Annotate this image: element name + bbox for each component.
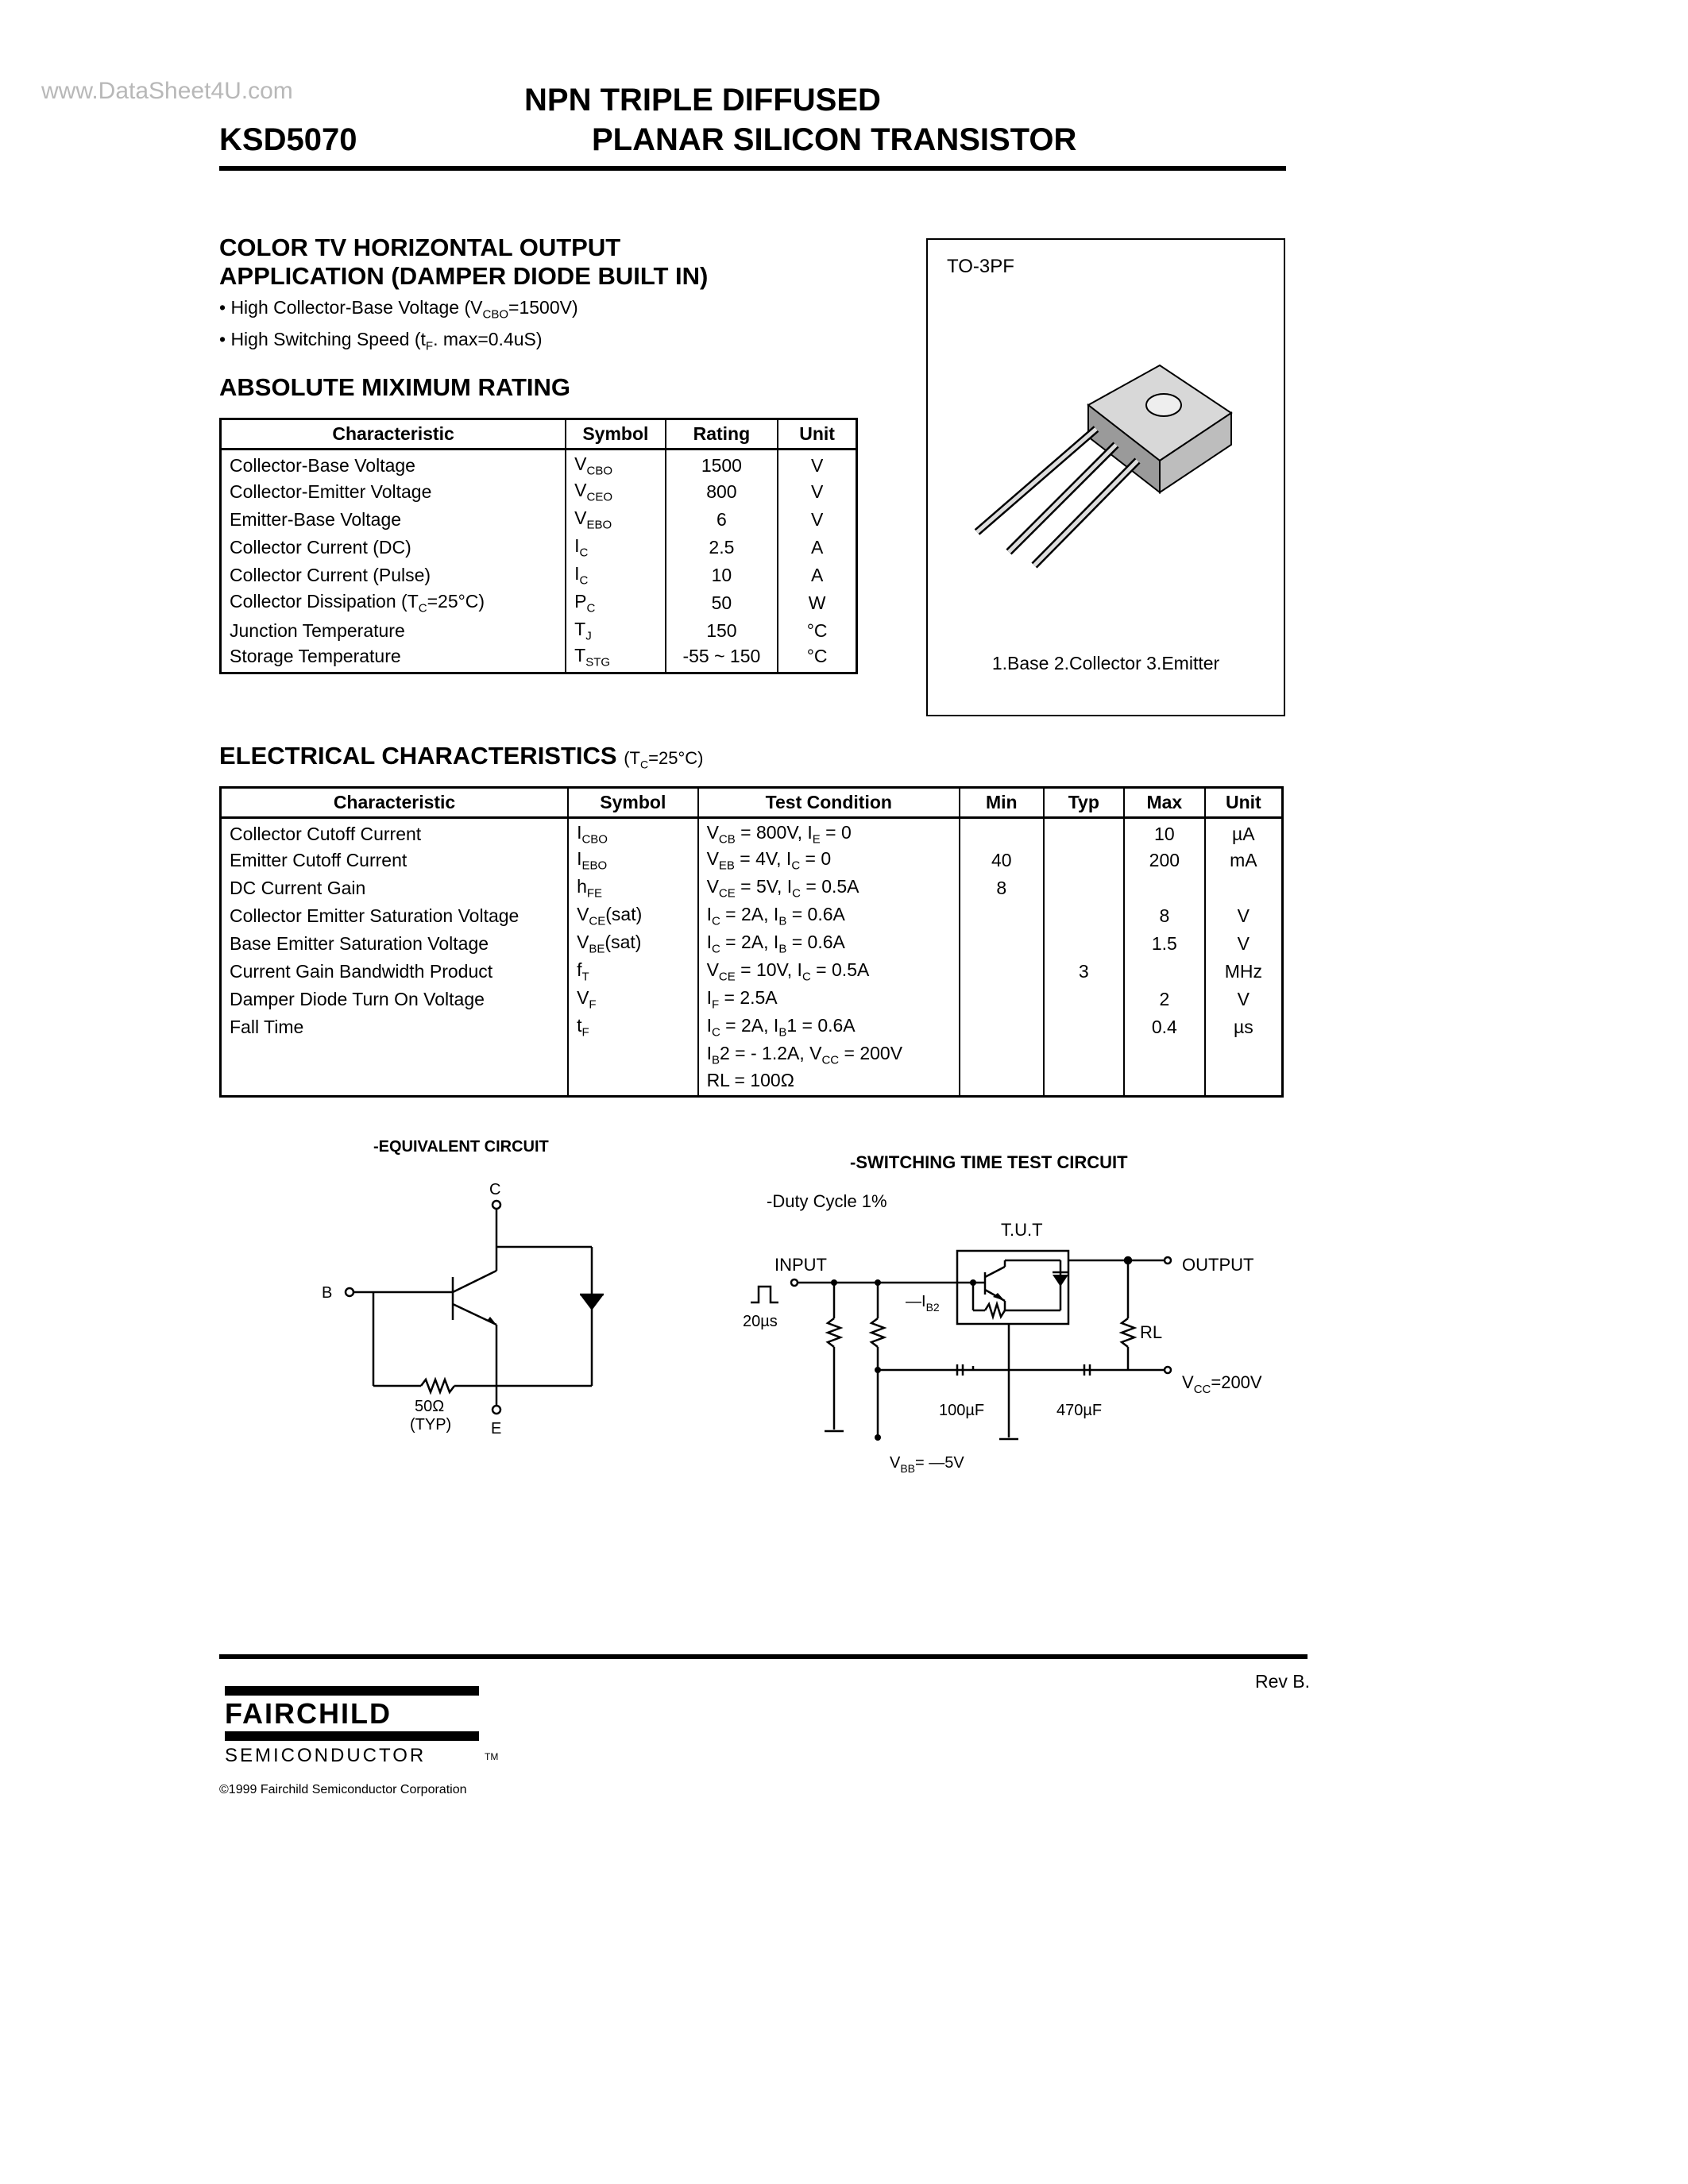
cell-test-condition: $V_{CE} = 10V$, $I_C = 0.5A$ [698, 958, 960, 986]
cell-unit: A [778, 534, 856, 561]
cell-max: 10 [1124, 818, 1205, 847]
cell-characteristic [221, 1041, 569, 1069]
table-row [221, 645, 857, 673]
feature-list [219, 295, 578, 358]
elec-table [219, 786, 1284, 1098]
ib2-label: $—I_{B2}$ [906, 1293, 940, 1314]
col-symbol: Symbol [566, 419, 665, 450]
cell-min [960, 986, 1044, 1013]
output-label: OUTPUT [1182, 1255, 1254, 1275]
cell-unit: V [778, 506, 856, 534]
cell-characteristic: DC Current Gain [221, 874, 569, 902]
col-symbol: Symbol [568, 788, 698, 818]
cell-unit: mA [1205, 847, 1283, 874]
cell-rating: 150 [666, 617, 778, 645]
rl-label: RL [1140, 1322, 1163, 1342]
cell-max: 2 [1124, 986, 1205, 1013]
node-e-label: E [491, 1420, 502, 1437]
cell-unit: V [1205, 902, 1283, 930]
footer-rule [219, 1654, 1308, 1659]
cell-min [960, 1041, 1044, 1069]
cell-characteristic: Collector-Emitter Voltage [221, 478, 566, 506]
revision: Rev B. [1255, 1671, 1311, 1692]
cell-symbol: $P_C$ [566, 589, 665, 617]
cell-min [960, 1069, 1044, 1097]
switching-circuit-diagram [731, 1183, 1335, 1485]
table-row [221, 958, 1283, 986]
cell-characteristic [221, 1069, 569, 1097]
cell-typ [1044, 1069, 1124, 1097]
cell-unit [1205, 1041, 1283, 1069]
cell-max [1124, 1041, 1205, 1069]
col-max: Max [1124, 788, 1205, 818]
cell-unit: A [778, 561, 856, 589]
cell-test-condition: $I_F = 2.5A$ [698, 986, 960, 1013]
equivalent-circuit-title: -EQUIVALENT CIRCUIT [373, 1138, 549, 1156]
cell-typ [1044, 930, 1124, 958]
vbb-label: $V_{BB}=$ —5V [890, 1454, 964, 1475]
cell-test-condition: $I_C = 2A$, $I_B = 0.6A$ [698, 902, 960, 930]
cell-symbol: $I_{CBO}$ [568, 818, 698, 847]
cell-symbol: $V_{BE}(sat)$ [568, 930, 698, 958]
cell-max [1124, 1069, 1205, 1097]
cell-unit: W [778, 589, 856, 617]
cell-typ: 3 [1044, 958, 1124, 986]
tut-label: T.U.T [1001, 1220, 1043, 1240]
cell-characteristic: Fall Time [221, 1013, 569, 1041]
cell-typ [1044, 874, 1124, 902]
cell-typ [1044, 1013, 1124, 1041]
cell-characteristic: Storage Temperature [221, 645, 566, 673]
cell-rating: 6 [666, 506, 778, 534]
col-test-condition: Test Condition [698, 788, 960, 818]
cell-characteristic: Base Emitter Saturation Voltage [221, 930, 569, 958]
cell-rating: 2.5 [666, 534, 778, 561]
logo-wordmark: FAIRCHILD [225, 1697, 392, 1730]
cell-typ [1044, 986, 1124, 1013]
cell-min [960, 958, 1044, 986]
table-row [221, 506, 857, 534]
cell-unit: V [778, 478, 856, 506]
col-unit: Unit [1205, 788, 1283, 818]
feature-item: • High Collector-Base Voltage $(V_{CBO}=1500V)$ [219, 297, 578, 322]
cell-max: 200 [1124, 847, 1205, 874]
cell-unit: V [1205, 986, 1283, 1013]
cell-max: 1.5 [1124, 930, 1205, 958]
title-line-1: NPN TRIPLE DIFFUSED [524, 83, 881, 118]
cell-unit: °C [778, 645, 856, 673]
cell-symbol: $T_J$ [566, 617, 665, 645]
elec-condition: $(T_C=25^\circ C)$ [624, 748, 704, 771]
cell-typ [1044, 847, 1124, 874]
cell-test-condition: $V_{CE} = 5V$, $I_C = 0.5A$ [698, 874, 960, 902]
table-row [221, 986, 1283, 1013]
cell-rating: 1500 [666, 450, 778, 478]
elec-heading [219, 742, 703, 770]
application-heading-line-2: APPLICATION (DAMPER DIODE BUILT IN) [219, 262, 709, 290]
cell-characteristic: Collector Cutoff Current [221, 818, 569, 847]
logo-subtext: SEMICONDUCTOR [225, 1745, 427, 1766]
cell-unit: MHz [1205, 958, 1283, 986]
package-name: TO-3PF [947, 256, 1014, 277]
logo-bar-top [225, 1686, 479, 1696]
col-typ: Typ [1044, 788, 1124, 818]
col-characteristic: Characteristic [221, 788, 569, 818]
equivalent-circuit-diagram [310, 1175, 643, 1445]
cell-rating: -55 ~ 150 [666, 645, 778, 673]
cell-unit: V [778, 450, 856, 478]
cell-min [960, 930, 1044, 958]
cell-test-condition: $I_C = 2A$, $I_B1 = 0.6A$ [698, 1013, 960, 1041]
cell-min [960, 902, 1044, 930]
table-row [221, 478, 857, 506]
header-rule [219, 166, 1286, 171]
cell-symbol: $V_{EBO}$ [566, 506, 665, 534]
cell-symbol: $f_T$ [568, 958, 698, 986]
application-heading [219, 233, 708, 291]
input-label: INPUT [774, 1255, 827, 1275]
vcc-label: $V_{CC}=200V$ [1182, 1372, 1262, 1396]
cell-characteristic: Collector Current (DC) [221, 534, 566, 561]
cell-symbol: $V_{CEO}$ [566, 478, 665, 506]
abs-max-heading: ABSOLUTE MIXIMUM RATING [219, 373, 571, 401]
switching-circuit-title: -SWITCHING TIME TEST CIRCUIT [850, 1152, 1128, 1172]
cell-unit [1205, 874, 1283, 902]
cell-symbol: $h_{FE}$ [568, 874, 698, 902]
cell-max [1124, 958, 1205, 986]
cell-symbol [568, 1069, 698, 1097]
resistor-value: 50Ω [415, 1398, 445, 1415]
resistor-typ: (TYP) [410, 1416, 452, 1433]
col-unit: Unit [778, 419, 856, 450]
cell-typ [1044, 818, 1124, 847]
cell-unit [1205, 1069, 1283, 1097]
cell-unit: µA [1205, 818, 1283, 847]
table-row [221, 1013, 1283, 1041]
cell-typ [1044, 902, 1124, 930]
cell-rating: 800 [666, 478, 778, 506]
copyright: ©1999 Fairchild Semiconductor Corporation [219, 1783, 467, 1796]
elec-heading-text: ELECTRICAL CHARACTERISTICS [219, 742, 617, 770]
cell-test-condition: $I_C = 2A$, $I_B = 0.6A$ [698, 930, 960, 958]
table-row [221, 450, 857, 478]
cell-characteristic: Collector Dissipation $(T_C=25^\circ C)$ [221, 589, 566, 617]
cell-test-condition: RL = 100Ω [698, 1069, 960, 1097]
abs-max-table [219, 418, 858, 674]
cell-test-condition: $V_{EB} = 4V$, $I_C = 0$ [698, 847, 960, 874]
package-image [961, 349, 1263, 580]
cell-characteristic: Damper Diode Turn On Voltage [221, 986, 569, 1013]
table-row [221, 561, 857, 589]
table-row [221, 930, 1283, 958]
logo-bar-bottom [225, 1731, 479, 1741]
logo-tm: TM [485, 1751, 499, 1762]
table-row [221, 589, 857, 617]
cell-max: 0.4 [1124, 1013, 1205, 1041]
cell-characteristic: Collector Emitter Saturation Voltage [221, 902, 569, 930]
part-number: KSD5070 [219, 122, 357, 157]
cell-rating: 50 [666, 589, 778, 617]
cell-rating: 10 [666, 561, 778, 589]
cell-symbol: $V_{CE}(sat)$ [568, 902, 698, 930]
cell-min: 8 [960, 874, 1044, 902]
node-b-label: B [322, 1284, 333, 1302]
cell-symbol: $I_C$ [566, 534, 665, 561]
col-characteristic: Characteristic [221, 419, 566, 450]
cell-test-condition: $I_B2$ = - 1.2A, $V_{CC} = 200V$ [698, 1041, 960, 1069]
cell-symbol [568, 1041, 698, 1069]
cell-characteristic: Emitter-Base Voltage [221, 506, 566, 534]
cell-characteristic: Collector Current (Pulse) [221, 561, 566, 589]
feature-item: • High Switching Speed ($t_F$. max=0.4uS) [219, 328, 543, 353]
cell-test-condition: $V_{CB} = 800V$, $I_E = 0$ [698, 818, 960, 847]
cap2-value: 470µF [1056, 1402, 1103, 1419]
cell-symbol: $V_F$ [568, 986, 698, 1013]
node-c-label: C [489, 1181, 501, 1198]
table-row [221, 902, 1283, 930]
table-row [221, 818, 1283, 847]
cell-max [1124, 874, 1205, 902]
table-row [221, 1069, 1283, 1097]
table-row [221, 874, 1283, 902]
cell-symbol: $V_{CBO}$ [566, 450, 665, 478]
cell-symbol: $I_{EBO}$ [568, 847, 698, 874]
cell-characteristic: Collector-Base Voltage [221, 450, 566, 478]
cell-min [960, 1013, 1044, 1041]
cell-min [960, 818, 1044, 847]
cell-unit: V [1205, 930, 1283, 958]
cell-unit: µs [1205, 1013, 1283, 1041]
watermark: www.DataSheet4U.com [41, 78, 293, 104]
table-row [221, 1041, 1283, 1069]
package-pinout: 1.Base 2.Collector 3.Emitter [991, 653, 1220, 673]
application-heading-line-1: COLOR TV HORIZONTAL OUTPUT [219, 233, 621, 261]
table-row [221, 534, 857, 561]
cell-characteristic: Junction Temperature [221, 617, 566, 645]
cell-symbol: $I_C$ [566, 561, 665, 589]
cell-max: 8 [1124, 902, 1205, 930]
title-line-2: PLANAR SILICON TRANSISTOR [592, 122, 1077, 157]
table-row [221, 617, 857, 645]
duty-cycle-label: -Duty Cycle 1% [767, 1191, 887, 1211]
table-row [221, 847, 1283, 874]
cell-symbol: $T_{STG}$ [566, 645, 665, 673]
cell-typ [1044, 1041, 1124, 1069]
cap1-value: 100µF [939, 1402, 985, 1419]
cell-characteristic: Emitter Cutoff Current [221, 847, 569, 874]
pulse-width-label: 20µs [743, 1313, 778, 1330]
cell-unit: °C [778, 617, 856, 645]
cell-min: 40 [960, 847, 1044, 874]
col-min: Min [960, 788, 1044, 818]
cell-symbol: $t_F$ [568, 1013, 698, 1041]
col-rating: Rating [666, 419, 778, 450]
cell-characteristic: Current Gain Bandwidth Product [221, 958, 569, 986]
